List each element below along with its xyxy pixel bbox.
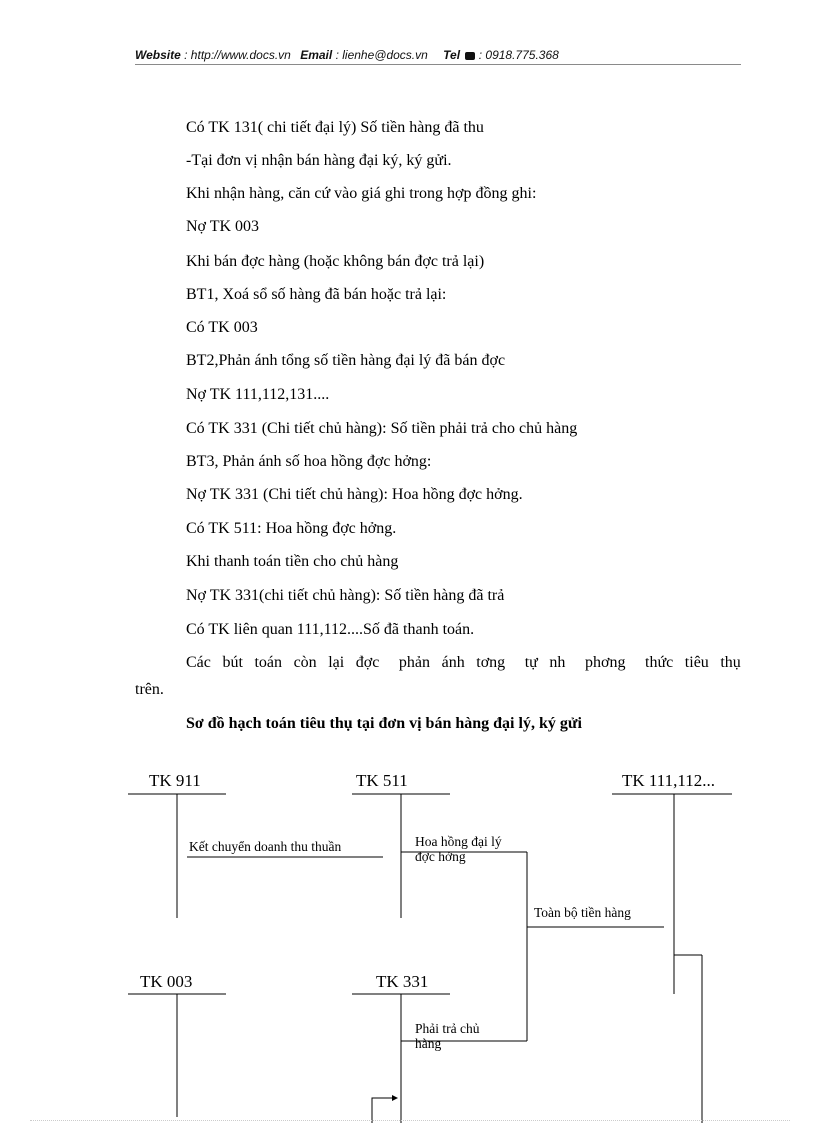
text-line: Nợ TK 331(chi tiết chủ hàng): Số tiền hàng đã trả [186,587,505,604]
label-toan-bo: Toàn bộ tiền hàng [534,905,631,920]
paragraph-word: phơng [576,654,626,671]
paragraph-word: thụ [720,654,741,671]
label-hoa-hong-2: đợc hởng [415,849,466,864]
text-line: Nợ TK 331 (Chi tiết chủ hàng): Hoa hồng đợc hởng. [186,486,523,503]
text-line: Có TK 131( chi tiết đại lý) Số tiền hàng đã thu [186,119,484,136]
text-line: BT3, Phản ánh số hoa hồng đợc hởng: [186,453,432,470]
tel-value: : 0918.775.368 [478,48,559,62]
text-line: Có TK 331 (Chi tiết chủ hàng): Số tiền phải trả cho chủ hàng [186,420,578,437]
text-line: BT2,Phản ánh tổng số tiền hàng đại lý đã bán đợc [186,352,506,369]
paragraph-word: ánh [441,654,465,671]
paragraph-word: lại [328,654,345,671]
account-tk111: TK 111,112... [622,771,716,790]
text-line: Khi nhận hàng, căn cứ vào giá ghi trong hợp đồng ghi: [186,185,537,202]
text-line: Khi thanh toán tiền cho chủ hàng [186,553,399,570]
label-phai-tra-2: hàng [415,1036,442,1051]
paragraph-word: tơng [476,654,506,671]
paragraph-word: tự [516,654,538,671]
paragraph-word: Các [186,654,211,671]
page-footer-divider [30,1120,790,1121]
paragraph-word: còn [293,654,317,671]
paragraph-word: toán [254,654,282,671]
account-tk911: TK 911 [149,771,201,790]
account-tk331: TK 331 [376,972,429,991]
website-value: : http://www.docs.vn [184,48,291,62]
text-line: Nợ TK 003 [186,218,260,235]
arrowhead [392,1095,398,1101]
label-hoa-hong-1: Hoa hồng đại lý [415,834,502,849]
paragraph-word: thức [637,654,674,671]
text-line: Có TK 003 [186,319,258,336]
account-tk003: TK 003 [140,972,193,991]
account-tk511: TK 511 [356,771,408,790]
paragraph-word: bút [222,654,243,671]
label-ket-chuyen: Kết chuyển doanh thu thuần [189,839,342,854]
paragraph-continuation: trên. [135,681,164,698]
diagram-title: Sơ đồ hạch toán tiêu thụ tại đơn vị bán hàng đại lý, ký gửi [186,715,582,732]
paragraph-word: đợc [355,654,380,671]
paragraph-word: phản [390,654,431,671]
text-line: Có TK liên quan 111,112....Số đã thanh toán. [186,621,475,638]
text-line: Nợ TK 111,112,131.... [186,386,330,403]
email-label: Email [300,48,333,62]
text-line: Khi bán đợc hàng (hoặc không bán đợc trả lại) [186,253,485,270]
email-value: : lienhe@docs.vn [335,48,428,62]
paragraph-word: tiêu [684,654,709,671]
label-phai-tra-1: Phải trả chủ [415,1021,480,1036]
tel-label: Tel [443,48,461,62]
website-label: Website [135,48,181,62]
paragraph-word: nh [549,654,566,671]
text-line: -Tại đơn vị nhận bán hàng đại ký, ký gửi. [186,152,452,169]
text-line: Có TK 511: Hoa hồng đợc hởng. [186,520,397,537]
text-line: BT1, Xoá sổ số hàng đã bán hoặc trả lại: [186,286,447,303]
